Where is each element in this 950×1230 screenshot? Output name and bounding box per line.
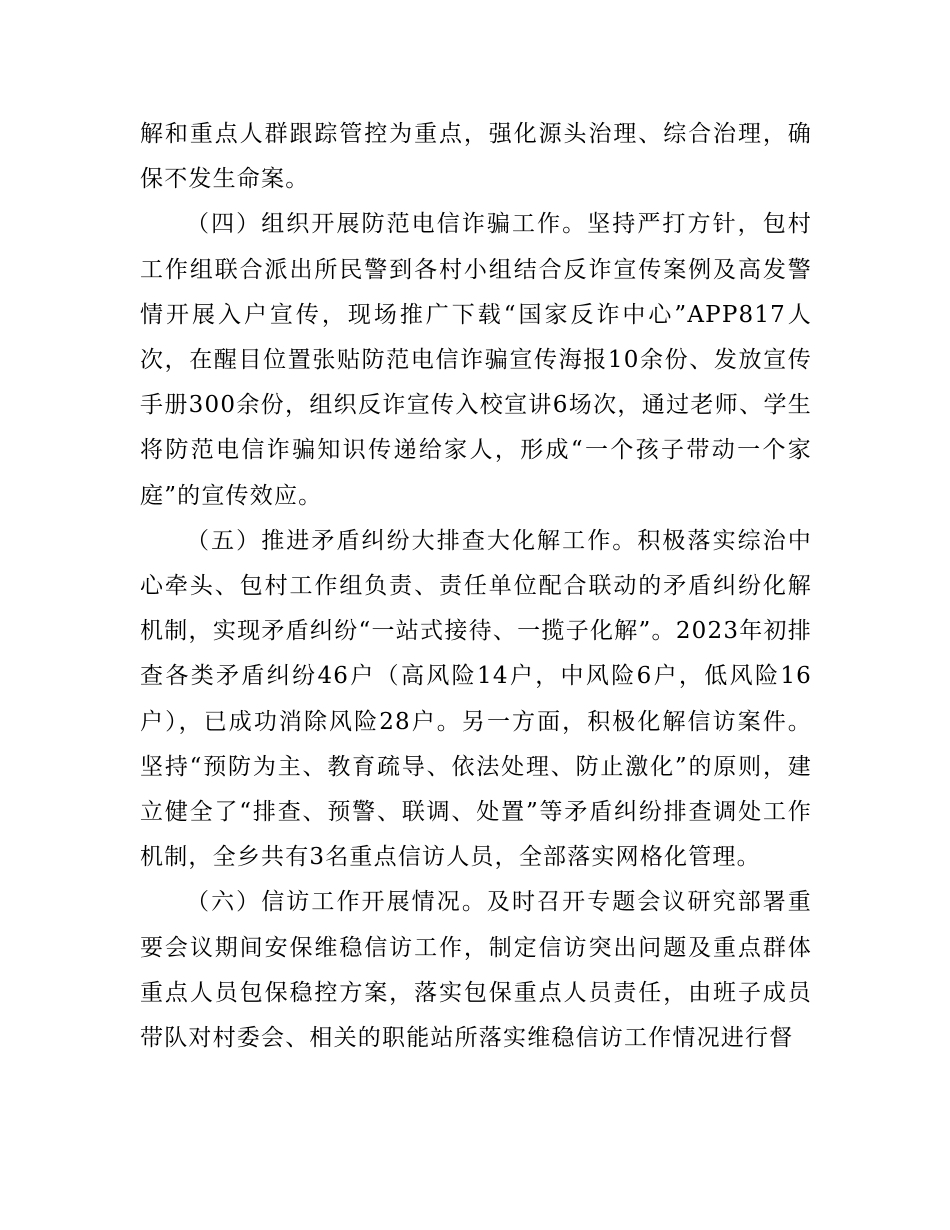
document-body [140, 112, 812, 1061]
paragraph-section-4: （四）组织开展防范电信诈骗工作。坚持严打方针，包村工作组联合派出所民警到各村小组结合反诈宣传案例及高发警情开展入户宣传，现场推广下载“国家反诈中心”APP817人次，在醒目位置张贴防范电信诈骗宣传海报10余份、发放宣传手册300余份，组织反诈宣传入校宣讲6场次，通过老师、学生将防范电信诈骗知识传递给家人，形成“一个孩子带动一个家庭”的宣传效应。 [140, 211, 812, 509]
paragraph-continuation: 解和重点人群跟踪管控为重点，强化源头治理、综合治理，确保不发生命案。 [140, 121, 812, 193]
paragraph-section-5: （五）推进矛盾纠纷大排查大化解工作。积极落实综治中心牵头、包村工作组负责、责任单位配合联动的矛盾纠纷化解机制，实现矛盾纠纷“一站式接待、一揽子化解”。2023年初排查各类矛盾纠纷46户（高风险14户，中风险6户，低风险16户），已成功消除风险28户。另一方面，积极化解信访案件。坚持“预防为主、教育疏导、依法处理、防止激化”的原则，建立健全了“排查、预警、联调、处置”等矛盾纠纷排查调处工作机制，全乡共有3名重点信访人员，全部落实网格化管理。 [140, 527, 812, 871]
paragraph-section-6: （六）信访工作开展情况。及时召开专题会议研究部署重要会议期间安保维稳信访工作，制定信访突出问题及重点群体重点人员包保稳控方案，落实包保重点人员责任，由班子成员带队对村委会、相关的职能站所落实维稳信访工作情况进行督 [140, 889, 812, 1052]
